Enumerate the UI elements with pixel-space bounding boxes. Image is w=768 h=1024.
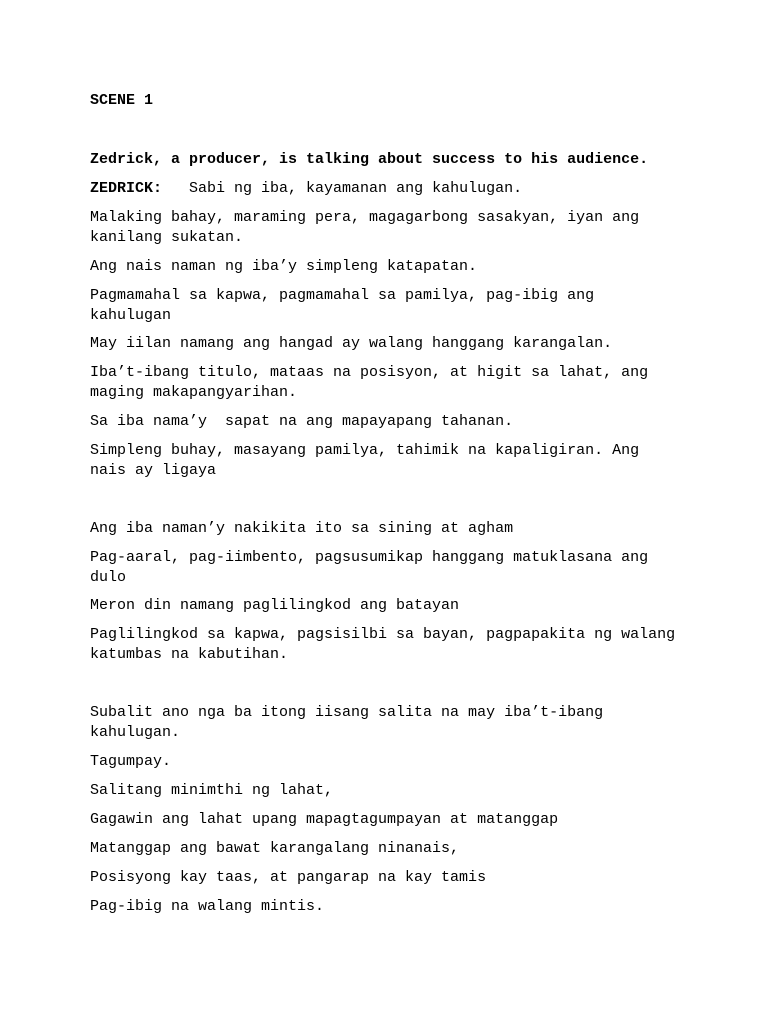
stage-direction: Zedrick, a producer, is talking about success to his audience. (90, 151, 649, 168)
dialogue-line: Posisyong kay taas, at pangarap na kay tamis (90, 869, 487, 886)
dialogue-line: Salitang minimthi ng lahat, (90, 782, 334, 799)
dialogue-line: Iba’t-ibang titulo, mataas na posisyon, at higit sa lahat, ang maging makapangyarihan. (90, 364, 649, 401)
dialogue-line: Simpleng buhay, masayang pamilya, tahimik na kapaligiran. Ang nais ay ligaya (90, 442, 640, 479)
dialogue-line: Tagumpay. (90, 753, 172, 770)
dialogue-line: Meron din namang paglilingkod ang batayan (90, 597, 460, 614)
dialogue-line: Ang iba naman’y nakikita ito sa sining at agham (90, 520, 514, 537)
dialogue-line: Pag-aaral, pag-iimbento, pagsusumikap hanggang matuklasana ang dulo (90, 549, 649, 586)
dialogue-line: Gagawin ang lahat upang mapagtagumpayan at matanggap (90, 811, 559, 828)
dialogue-line: Matanggap ang bawat karangalang ninanais, (90, 840, 460, 857)
scene-heading: SCENE 1 (90, 92, 154, 109)
dialogue-line: Sa iba nama’y sapat na ang mapayapang tahanan. (90, 413, 514, 430)
dialogue-line: Pagmamahal sa kapwa, pagmamahal sa pamilya, pag-ibig ang kahulugan (90, 287, 595, 324)
dialogue-line: Paglilingkod sa kapwa, pagsisilbi sa bayan, pagpapakita ng walang katumbas na kabutihan. (90, 626, 676, 663)
dialogue-first-line (90, 179, 690, 199)
dialogue-line: Pag-ibig na walang mintis. (90, 898, 325, 915)
speaker-name: ZEDRICK: (90, 180, 163, 197)
dialogue-text: Sabi ng iba, kayamanan ang kahulugan. (189, 180, 523, 197)
dialogue-line: Subalit ano nga ba itong iisang salita na may iba’t-ibang kahulugan. (90, 704, 604, 741)
dialogue-line: Malaking bahay, maraming pera, magagarbong sasakyan, iyan ang kanilang sukatan. (90, 209, 640, 246)
dialogue-line: Ang nais naman ng iba’y simpleng katapatan. (90, 258, 478, 275)
dialogue-line: May iilan namang ang hangad ay walang hanggang karangalan. (90, 335, 613, 352)
